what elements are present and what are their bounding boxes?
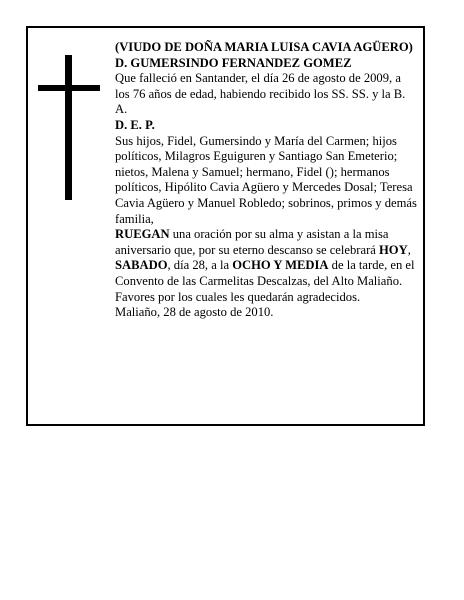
cross-icon — [38, 55, 100, 200]
cross-horizontal-bar — [38, 85, 100, 91]
family-list: Sus hijos, Fidel, Gumersindo y María del Carmen; hijos políticos, Milagros Eguiguren y Santiago San Emeterio; nietos, Malena y Samuel; hermano, Fidel (); hermanos políticos, Hipólito Cavia Agüero y Mercedes Dosal; Teresa Cavia Agüero y Manuel Robledo; sobrinos, primos y demás familia, — [115, 133, 417, 226]
sabado-label: SABADO — [115, 258, 168, 273]
rip-line: D. E. P. — [115, 117, 155, 132]
cross-vertical-bar — [65, 55, 72, 200]
request-text-3: de la tarde, en el Convento de las Carmelitas Descalzas, del Alto Maliaño. Favores por los cuales les quedarán agradecidos. — [115, 258, 415, 304]
widower-subtitle: (VIUDO DE DOÑA MARIA LUISA CAVIA AGÜERO) — [115, 40, 413, 54]
place-date: Maliaño, 28 de agosto de 2010. — [115, 305, 274, 320]
deceased-name: D. GUMERSINDO FERNANDEZ GOMEZ — [115, 55, 352, 70]
request-text-2: , día 28, a la — [167, 258, 233, 273]
hoy-label: HOY — [379, 242, 408, 257]
death-statement: Que falleció en Santander, el día 26 de agosto de 2009, a los 76 años de edad, habiendo recibido los SS. SS. y la B. A. — [115, 71, 406, 117]
request-text-1: una oración por su alma y asistan a la misa aniversario que, por su eterno descanso se celebrará — [115, 227, 389, 257]
mass-request — [115, 227, 417, 305]
ruegan-label: RUEGAN — [115, 227, 170, 242]
notice-text — [115, 40, 417, 321]
request-separator: , — [407, 242, 411, 257]
mass-hour: OCHO Y MEDIA — [232, 258, 329, 273]
obituary-notice — [26, 26, 425, 426]
